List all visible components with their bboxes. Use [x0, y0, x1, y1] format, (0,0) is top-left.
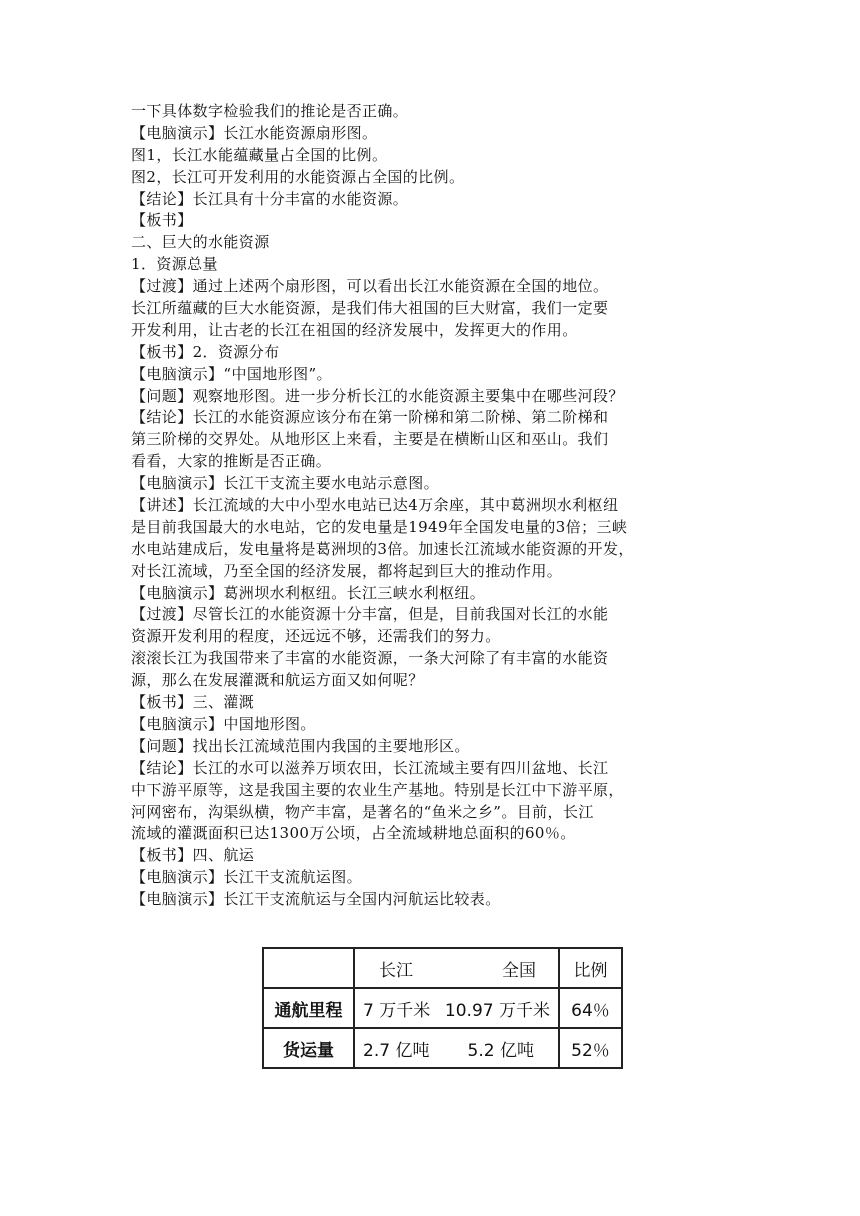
text-line: 【结论】长江的水能资源应该分布在第一阶梯和第二阶梯、第二阶梯和	[131, 408, 609, 427]
header-changjiang: 长江	[379, 960, 413, 981]
comparison-table-figure	[262, 947, 623, 1069]
text-line: 对长江流域，乃至全国的经济发展，都将起到巨大的推动作用。	[131, 561, 563, 580]
text-line: 【电脑演示】“中国地形图”。	[131, 364, 332, 383]
text-line: 【板书】四、航运	[131, 846, 255, 865]
text-line: 流域的灌溉面积已达1300万公顷，占全流域耕地总面积的60％。	[131, 824, 576, 843]
text-line: 滚滚长江为我国带来了丰富的水能资源，一条大河除了有丰富的水能资	[131, 649, 609, 668]
text-line: 图2，长江可开发利用的水能资源占全国的比例。	[131, 167, 465, 186]
text-line: 【板书】2．资源分布	[131, 342, 280, 361]
text-line: 【电脑演示】长江干支流主要水电站示意图。	[131, 474, 440, 493]
value-changjiang: 7 万千米	[363, 1000, 431, 1021]
text-line: 源，那么在发展灌溉和航运方面又如何呢？	[131, 671, 424, 690]
row-label: 通航里程	[263, 988, 354, 1028]
text-line: 开发利用，让古老的长江在祖国的经济发展中，发挥更大的作用。	[131, 320, 578, 339]
header-quanguo: 全国	[502, 960, 536, 981]
text-line: 【结论】长江具有十分丰富的水能资源。	[131, 189, 409, 208]
text-line: 【电脑演示】长江干支流航运与全国内河航运比较表。	[131, 890, 501, 909]
value-quanguo: 10.97 万千米	[444, 1000, 550, 1021]
text-line: 【板书】	[131, 211, 193, 230]
text-line: 【电脑演示】葛洲坝水利枢纽。长江三峡水利枢纽。	[131, 583, 486, 602]
text-line: 中下游平原等，这是我国主要的农业生产基地。特别是长江中下游平原，	[131, 780, 624, 799]
header-ratio: 比例	[559, 948, 622, 988]
text-line: 资源开发利用的程度，还远远不够，还需我们的努力。	[131, 627, 501, 646]
text-line: 水电站建成后，发电量将是葛洲坝的3倍。加速长江流域水能资源的开发，	[131, 539, 634, 558]
text-line: 是目前我国最大的水电站，它的发电量是1949年全国发电量的3倍；三峡	[131, 517, 628, 536]
text-line: 河网密布，沟渠纵横，物产丰富，是著名的“鱼米之乡”。目前，长江	[131, 802, 594, 821]
value-ratio: 52％	[559, 1028, 622, 1068]
text-line: 【问题】观察地形图。进一步分析长江的水能资源主要集中在哪些河段？	[131, 386, 624, 405]
text-line: 【结论】长江的水可以滋养万顷农田，长江流域主要有四川盆地、长江	[131, 758, 609, 777]
text-line: 一下具体数字检验我们的推论是否正确。	[131, 102, 409, 120]
table-row	[263, 988, 622, 1028]
row-label: 货运量	[263, 1028, 354, 1068]
shipping-comparison-table	[262, 947, 623, 1069]
section-heading: 二、巨大的水能资源	[131, 233, 270, 252]
text-line: 【板书】三、灌溉	[131, 693, 255, 712]
text-line: 长江所蕴藏的巨大水能资源，是我们伟大祖国的巨大财富，我们一定要	[131, 299, 609, 318]
value-quanguo: 5.2 亿吨	[467, 1040, 534, 1061]
text-line: 【过渡】尽管长江的水能资源十分丰富，但是，目前我国对长江的水能	[131, 605, 609, 624]
text-line: 【电脑演示】中国地形图。	[131, 714, 316, 733]
text-line: 【讲述】长江流域的大中小型水电站已达4万余座，其中葛洲坝水利枢纽	[131, 496, 619, 515]
value-ratio: 64％	[559, 988, 622, 1028]
subsection-heading: 1．资源总量	[131, 255, 218, 274]
value-changjiang: 2.7 亿吨	[363, 1040, 430, 1061]
table-row	[263, 1028, 622, 1068]
text-line: 图1，长江水能蕴藏量占全国的比例。	[131, 145, 388, 164]
text-line: 【电脑演示】长江水能资源扇形图。	[131, 123, 378, 142]
text-line: 看看，大家的推断是否正确。	[131, 452, 332, 471]
row-values-cell	[354, 1028, 559, 1068]
text-line: 第三阶梯的交界处。从地形区上来看，主要是在横断山区和巫山。我们	[131, 430, 609, 449]
header-empty-cell	[263, 948, 354, 988]
text-line: 【过渡】通过上述两个扇形图，可以看出长江水能资源在全国的地位。	[131, 277, 609, 296]
text-line: 【电脑演示】长江干支流航运图。	[131, 868, 363, 887]
row-values-cell	[354, 988, 559, 1028]
text-line: 【问题】找出长江流域范围内我国的主要地形区。	[131, 736, 470, 755]
table-header-row	[263, 948, 622, 988]
header-region-cell	[354, 948, 559, 988]
lesson-text	[131, 101, 691, 911]
